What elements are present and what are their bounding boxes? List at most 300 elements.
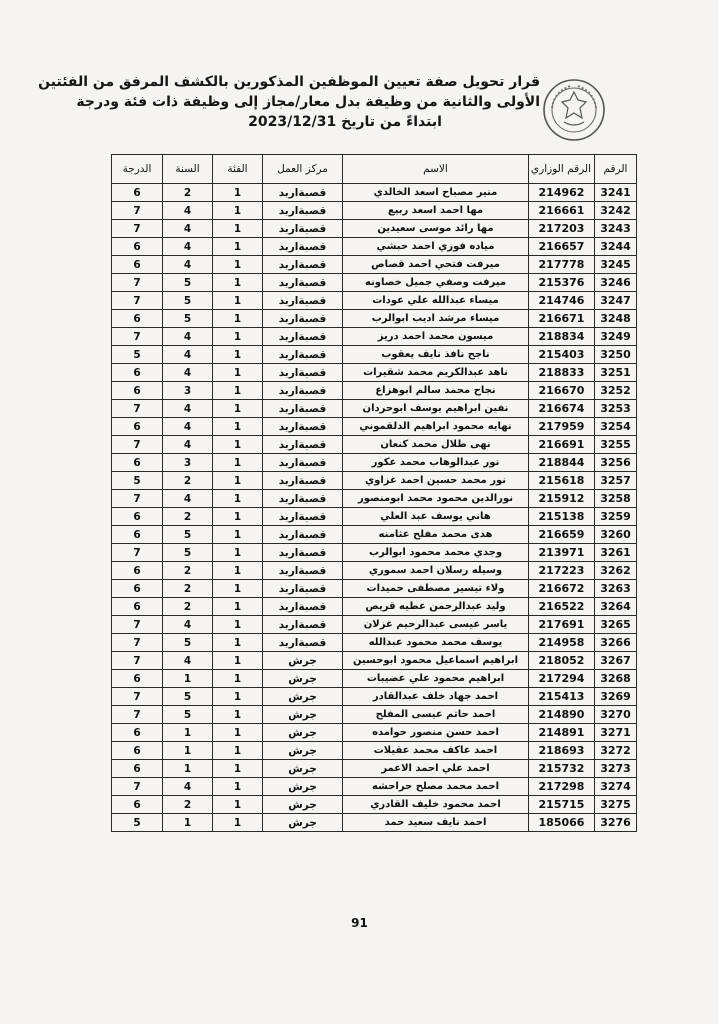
cell-grade: 6 (112, 526, 163, 544)
cell-ministry-id: 218833 (529, 364, 595, 382)
cell-work-center: قصبةاربد (263, 454, 343, 472)
cell-row-number: 3262 (595, 562, 637, 580)
cell-year: 4 (163, 400, 213, 418)
table-row (112, 706, 637, 724)
cell-year: 4 (163, 238, 213, 256)
table-row (112, 814, 637, 832)
cell-year: 1 (163, 814, 213, 832)
cell-ministry-id: 218693 (529, 742, 595, 760)
cell-employee-name: نور عبدالوهاب محمد عكور (343, 454, 529, 472)
cell-category: 1 (213, 760, 263, 778)
cell-ministry-id: 216522 (529, 598, 595, 616)
cell-category: 1 (213, 814, 263, 832)
table-row (112, 202, 637, 220)
cell-ministry-id: 217298 (529, 778, 595, 796)
cell-employee-name: نهى طلال محمد كنعان (343, 436, 529, 454)
cell-ministry-id: 214962 (529, 184, 595, 202)
column-header-grade: الدرجة (112, 155, 163, 184)
cell-row-number: 3242 (595, 202, 637, 220)
cell-work-center: قصبةاربد (263, 220, 343, 238)
cell-category: 1 (213, 454, 263, 472)
column-header-work-center: مركز العمل (263, 155, 343, 184)
cell-employee-name: احمد محمود خليف القادري (343, 796, 529, 814)
cell-grade: 5 (112, 814, 163, 832)
cell-employee-name: احمد علي احمد الاعمر (343, 760, 529, 778)
cell-ministry-id: 216672 (529, 580, 595, 598)
table-row (112, 562, 637, 580)
cell-category: 1 (213, 796, 263, 814)
cell-year: 3 (163, 382, 213, 400)
header-line-3: ابتداءً من تاريخ 2023/12/31 (248, 114, 442, 130)
cell-row-number: 3252 (595, 382, 637, 400)
cell-category: 1 (213, 670, 263, 688)
cell-ministry-id: 215376 (529, 274, 595, 292)
table-row (112, 454, 637, 472)
cell-category: 1 (213, 634, 263, 652)
cell-category: 1 (213, 724, 263, 742)
cell-row-number: 3241 (595, 184, 637, 202)
cell-category: 1 (213, 418, 263, 436)
table-row (112, 382, 637, 400)
cell-year: 3 (163, 454, 213, 472)
cell-grade: 6 (112, 742, 163, 760)
cell-ministry-id: 217959 (529, 418, 595, 436)
cell-category: 1 (213, 184, 263, 202)
cell-employee-name: احمد حاتم عيسى المفلح (343, 706, 529, 724)
cell-row-number: 3248 (595, 310, 637, 328)
cell-year: 4 (163, 418, 213, 436)
cell-row-number: 3272 (595, 742, 637, 760)
cell-row-number: 3264 (595, 598, 637, 616)
cell-category: 1 (213, 526, 263, 544)
ministry-emblem-icon (542, 78, 606, 142)
cell-year: 4 (163, 328, 213, 346)
cell-row-number: 3253 (595, 400, 637, 418)
cell-employee-name: ميسون محمد احمد دريز (343, 328, 529, 346)
cell-grade: 7 (112, 778, 163, 796)
cell-work-center: جرش (263, 688, 343, 706)
cell-row-number: 3263 (595, 580, 637, 598)
cell-grade: 5 (112, 346, 163, 364)
cell-employee-name: مها رائد موسى سعيدين (343, 220, 529, 238)
cell-category: 1 (213, 508, 263, 526)
table-row (112, 508, 637, 526)
cell-ministry-id: 185066 (529, 814, 595, 832)
table-row (112, 616, 637, 634)
cell-ministry-id: 216657 (529, 238, 595, 256)
table-row (112, 328, 637, 346)
cell-employee-name: هاني يوسف عبد العلي (343, 508, 529, 526)
cell-category: 1 (213, 292, 263, 310)
table-row (112, 274, 637, 292)
cell-work-center: قصبةاربد (263, 238, 343, 256)
cell-year: 5 (163, 310, 213, 328)
cell-year: 2 (163, 580, 213, 598)
cell-year: 2 (163, 562, 213, 580)
cell-grade: 7 (112, 544, 163, 562)
cell-grade: 6 (112, 508, 163, 526)
cell-ministry-id: 216659 (529, 526, 595, 544)
cell-employee-name: يوسف محمد محمود عبدالله (343, 634, 529, 652)
cell-ministry-id: 217223 (529, 562, 595, 580)
cell-work-center: قصبةاربد (263, 634, 343, 652)
cell-row-number: 3266 (595, 634, 637, 652)
cell-row-number: 3261 (595, 544, 637, 562)
cell-work-center: قصبةاربد (263, 400, 343, 418)
cell-ministry-id: 217691 (529, 616, 595, 634)
table-row (112, 292, 637, 310)
cell-row-number: 3271 (595, 724, 637, 742)
cell-ministry-id: 218844 (529, 454, 595, 472)
table-row (112, 760, 637, 778)
cell-employee-name: نورالدين محمود محمد ابومنصور (343, 490, 529, 508)
cell-year: 1 (163, 670, 213, 688)
cell-grade: 6 (112, 364, 163, 382)
cell-year: 4 (163, 256, 213, 274)
column-header-year: السنة (163, 155, 213, 184)
cell-grade: 6 (112, 238, 163, 256)
cell-ministry-id: 217778 (529, 256, 595, 274)
cell-work-center: قصبةاربد (263, 598, 343, 616)
table-row (112, 490, 637, 508)
table-row (112, 310, 637, 328)
cell-category: 1 (213, 616, 263, 634)
table-row (112, 544, 637, 562)
cell-grade: 7 (112, 688, 163, 706)
cell-row-number: 3247 (595, 292, 637, 310)
column-header-name: الاسم (343, 155, 529, 184)
table-row (112, 256, 637, 274)
cell-employee-name: وجدي محمد محمود ابوالرب (343, 544, 529, 562)
table-row (112, 634, 637, 652)
cell-ministry-id: 218052 (529, 652, 595, 670)
cell-grade: 6 (112, 256, 163, 274)
table-header-row (112, 155, 637, 184)
cell-year: 4 (163, 346, 213, 364)
column-header-ministry-id: الرقم الوزاري (529, 155, 595, 184)
cell-ministry-id: 217203 (529, 220, 595, 238)
cell-work-center: قصبةاربد (263, 292, 343, 310)
cell-work-center: قصبةاربد (263, 382, 343, 400)
cell-category: 1 (213, 202, 263, 220)
cell-work-center: قصبةاربد (263, 436, 343, 454)
cell-work-center: قصبةاربد (263, 202, 343, 220)
cell-row-number: 3258 (595, 490, 637, 508)
cell-ministry-id: 216674 (529, 400, 595, 418)
cell-grade: 7 (112, 616, 163, 634)
cell-employee-name: هدى محمد مفلح عثامنه (343, 526, 529, 544)
header-line-2: الأولى والثانية من وظيفة بدل معار/مجاز إلى وظيفة ذات فئة ودرجة (76, 94, 540, 110)
cell-row-number: 3273 (595, 760, 637, 778)
cell-work-center: قصبةاربد (263, 184, 343, 202)
cell-grade: 6 (112, 670, 163, 688)
cell-work-center: جرش (263, 652, 343, 670)
cell-row-number: 3269 (595, 688, 637, 706)
table-row (112, 580, 637, 598)
cell-work-center: قصبةاربد (263, 616, 343, 634)
cell-category: 1 (213, 544, 263, 562)
cell-employee-name: احمد حسن منصور حوامده (343, 724, 529, 742)
cell-row-number: 3255 (595, 436, 637, 454)
cell-ministry-id: 218834 (529, 328, 595, 346)
document-header (38, 72, 540, 132)
table-row (112, 418, 637, 436)
table-row (112, 778, 637, 796)
cell-grade: 6 (112, 598, 163, 616)
cell-category: 1 (213, 562, 263, 580)
table-row (112, 652, 637, 670)
cell-employee-name: منير مصباح اسعد الخالدي (343, 184, 529, 202)
table-row (112, 526, 637, 544)
cell-year: 4 (163, 616, 213, 634)
cell-employee-name: نجاح محمد سالم ابوهزاع (343, 382, 529, 400)
table-row (112, 472, 637, 490)
cell-grade: 6 (112, 310, 163, 328)
cell-grade: 7 (112, 202, 163, 220)
cell-work-center: قصبةاربد (263, 490, 343, 508)
cell-year: 5 (163, 634, 213, 652)
cell-work-center: قصبةاربد (263, 328, 343, 346)
cell-work-center: قصبةاربد (263, 562, 343, 580)
cell-category: 1 (213, 598, 263, 616)
cell-year: 4 (163, 220, 213, 238)
cell-employee-name: ياسر عيسى عبدالرحيم غزلان (343, 616, 529, 634)
cell-category: 1 (213, 328, 263, 346)
cell-grade: 6 (112, 724, 163, 742)
cell-year: 5 (163, 274, 213, 292)
cell-employee-name: نهايه محمود ابراهيم الدلقموني (343, 418, 529, 436)
cell-row-number: 3268 (595, 670, 637, 688)
cell-row-number: 3265 (595, 616, 637, 634)
cell-work-center: جرش (263, 706, 343, 724)
cell-ministry-id: 215618 (529, 472, 595, 490)
cell-category: 1 (213, 706, 263, 724)
cell-category: 1 (213, 580, 263, 598)
cell-category: 1 (213, 310, 263, 328)
cell-ministry-id: 214958 (529, 634, 595, 652)
table-row (112, 400, 637, 418)
cell-grade: 6 (112, 562, 163, 580)
cell-work-center: جرش (263, 742, 343, 760)
cell-category: 1 (213, 382, 263, 400)
cell-year: 2 (163, 508, 213, 526)
table-row (112, 184, 637, 202)
cell-row-number: 3249 (595, 328, 637, 346)
cell-year: 2 (163, 796, 213, 814)
cell-work-center: قصبةاربد (263, 364, 343, 382)
cell-year: 1 (163, 742, 213, 760)
cell-category: 1 (213, 472, 263, 490)
cell-employee-name: ميساء عبدالله علي عودات (343, 292, 529, 310)
cell-employee-name: نور محمد حسين احمد غزاوي (343, 472, 529, 490)
cell-ministry-id: 214891 (529, 724, 595, 742)
cell-work-center: جرش (263, 814, 343, 832)
cell-employee-name: احمد محمد مصلح حراحشه (343, 778, 529, 796)
cell-ministry-id: 217294 (529, 670, 595, 688)
column-header-number: الرقم (595, 155, 637, 184)
cell-employee-name: ميرفت وصفي جميل خصاونه (343, 274, 529, 292)
cell-year: 2 (163, 472, 213, 490)
cell-year: 5 (163, 526, 213, 544)
cell-row-number: 3256 (595, 454, 637, 472)
cell-employee-name: مياده فوزي احمد حبشي (343, 238, 529, 256)
cell-employee-name: احمد جهاد خلف عبدالقادر (343, 688, 529, 706)
cell-grade: 7 (112, 292, 163, 310)
cell-work-center: قصبةاربد (263, 274, 343, 292)
cell-work-center: جرش (263, 670, 343, 688)
cell-category: 1 (213, 688, 263, 706)
cell-ministry-id: 216670 (529, 382, 595, 400)
cell-category: 1 (213, 256, 263, 274)
table-row (112, 220, 637, 238)
cell-row-number: 3246 (595, 274, 637, 292)
table-row (112, 688, 637, 706)
cell-grade: 7 (112, 652, 163, 670)
cell-year: 4 (163, 364, 213, 382)
cell-row-number: 3251 (595, 364, 637, 382)
cell-ministry-id: 215912 (529, 490, 595, 508)
cell-employee-name: ناجح نافذ نايف يعقوب (343, 346, 529, 364)
cell-grade: 7 (112, 490, 163, 508)
cell-employee-name: وسيله رسلان احمد سموري (343, 562, 529, 580)
cell-work-center: جرش (263, 796, 343, 814)
cell-employee-name: مها احمد اسعد ربيع (343, 202, 529, 220)
cell-grade: 6 (112, 454, 163, 472)
cell-year: 4 (163, 202, 213, 220)
table-row (112, 598, 637, 616)
table-row (112, 238, 637, 256)
cell-work-center: قصبةاربد (263, 346, 343, 364)
cell-work-center: جرش (263, 778, 343, 796)
employees-table (111, 154, 637, 832)
cell-row-number: 3267 (595, 652, 637, 670)
cell-employee-name: احمد نايف سعيد حمد (343, 814, 529, 832)
cell-grade: 7 (112, 274, 163, 292)
cell-employee-name: ولاء تيسير مصطفى حميدات (343, 580, 529, 598)
cell-grade: 6 (112, 760, 163, 778)
table-row (112, 742, 637, 760)
cell-work-center: قصبةاربد (263, 526, 343, 544)
cell-row-number: 3259 (595, 508, 637, 526)
cell-row-number: 3243 (595, 220, 637, 238)
cell-category: 1 (213, 346, 263, 364)
cell-row-number: 3276 (595, 814, 637, 832)
table-row (112, 724, 637, 742)
cell-row-number: 3260 (595, 526, 637, 544)
cell-grade: 7 (112, 706, 163, 724)
cell-work-center: قصبةاربد (263, 508, 343, 526)
cell-row-number: 3270 (595, 706, 637, 724)
cell-employee-name: ميساء مرشد اديب ابوالرب (343, 310, 529, 328)
cell-year: 1 (163, 724, 213, 742)
cell-row-number: 3257 (595, 472, 637, 490)
cell-row-number: 3245 (595, 256, 637, 274)
page-number: 91 (351, 916, 368, 930)
cell-grade: 7 (112, 436, 163, 454)
cell-grade: 6 (112, 382, 163, 400)
cell-category: 1 (213, 436, 263, 454)
cell-category: 1 (213, 490, 263, 508)
cell-employee-name: ابراهيم محمود علي عضيبات (343, 670, 529, 688)
cell-category: 1 (213, 652, 263, 670)
cell-year: 4 (163, 436, 213, 454)
cell-grade: 7 (112, 328, 163, 346)
cell-ministry-id: 214890 (529, 706, 595, 724)
cell-category: 1 (213, 274, 263, 292)
cell-work-center: قصبةاربد (263, 256, 343, 274)
cell-year: 2 (163, 598, 213, 616)
cell-employee-name: ناهد عبدالكريم محمد شقيرات (343, 364, 529, 382)
cell-year: 1 (163, 760, 213, 778)
cell-category: 1 (213, 400, 263, 418)
cell-work-center: جرش (263, 760, 343, 778)
cell-grade: 7 (112, 400, 163, 418)
cell-grade: 6 (112, 184, 163, 202)
cell-work-center: قصبةاربد (263, 418, 343, 436)
cell-year: 5 (163, 544, 213, 562)
table-row (112, 670, 637, 688)
cell-category: 1 (213, 778, 263, 796)
cell-ministry-id: 216671 (529, 310, 595, 328)
cell-year: 5 (163, 688, 213, 706)
cell-category: 1 (213, 220, 263, 238)
cell-year: 5 (163, 706, 213, 724)
cell-grade: 7 (112, 634, 163, 652)
cell-year: 2 (163, 184, 213, 202)
table-row (112, 796, 637, 814)
cell-grade: 6 (112, 418, 163, 436)
cell-employee-name: ميرفت فتحي احمد قصاص (343, 256, 529, 274)
cell-ministry-id: 216691 (529, 436, 595, 454)
cell-employee-name: نفين ابراهيم يوسف ابوحردان (343, 400, 529, 418)
cell-category: 1 (213, 742, 263, 760)
cell-row-number: 3250 (595, 346, 637, 364)
column-header-category: الفئة (213, 155, 263, 184)
cell-work-center: قصبةاربد (263, 544, 343, 562)
cell-category: 1 (213, 364, 263, 382)
cell-work-center: قصبةاربد (263, 580, 343, 598)
cell-grade: 7 (112, 220, 163, 238)
cell-year: 5 (163, 292, 213, 310)
cell-ministry-id: 213971 (529, 544, 595, 562)
cell-ministry-id: 216661 (529, 202, 595, 220)
table-row (112, 364, 637, 382)
cell-grade: 6 (112, 580, 163, 598)
cell-work-center: قصبةاربد (263, 310, 343, 328)
cell-ministry-id: 215715 (529, 796, 595, 814)
cell-row-number: 3274 (595, 778, 637, 796)
cell-row-number: 3244 (595, 238, 637, 256)
cell-ministry-id: 215138 (529, 508, 595, 526)
cell-grade: 6 (112, 796, 163, 814)
cell-ministry-id: 215413 (529, 688, 595, 706)
table-row (112, 436, 637, 454)
cell-year: 4 (163, 778, 213, 796)
cell-work-center: جرش (263, 724, 343, 742)
cell-year: 4 (163, 490, 213, 508)
header-line-1: قرار تحويل صفة تعيين الموظفين المذكورين بالكشف المرفق من الفئتين (38, 74, 540, 90)
cell-category: 1 (213, 238, 263, 256)
cell-employee-name: ابراهيم اسماعيل محمود ابوحسين (343, 652, 529, 670)
cell-employee-name: احمد عاكف محمد عقيلات (343, 742, 529, 760)
table-row (112, 346, 637, 364)
cell-grade: 5 (112, 472, 163, 490)
cell-row-number: 3254 (595, 418, 637, 436)
cell-row-number: 3275 (595, 796, 637, 814)
cell-employee-name: وليد عبدالرحمن عطيه قريص (343, 598, 529, 616)
cell-work-center: قصبةاربد (263, 472, 343, 490)
cell-ministry-id: 214746 (529, 292, 595, 310)
